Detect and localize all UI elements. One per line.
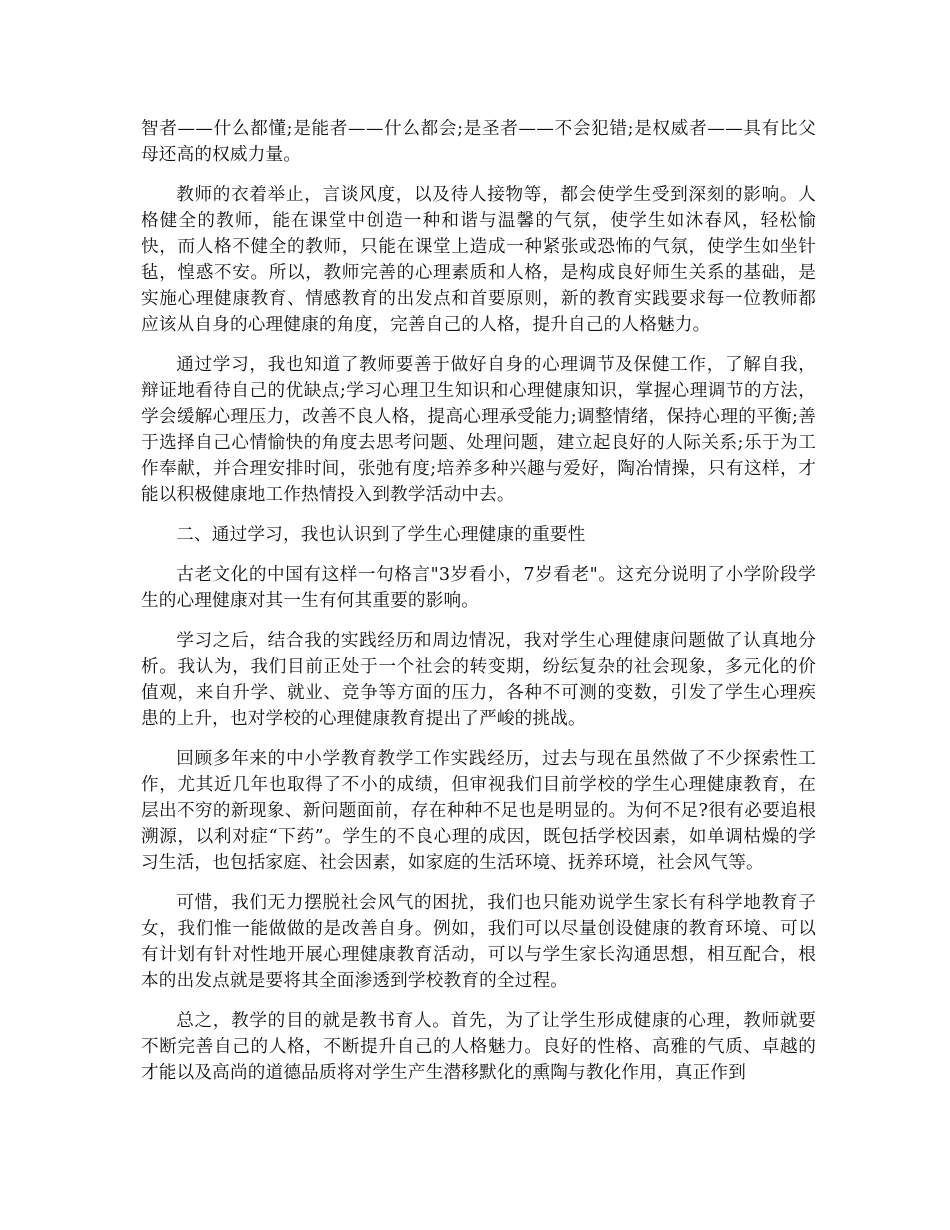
paragraph-continuation: 智者——什么都懂;是能者——什么都会;是圣者——不会犯错;是权威者——具有比父母还高的权威力量。 bbox=[141, 119, 816, 165]
paragraph: 可惜，我们无力摆脱社会风气的困扰，我们也只能劝说学生家长有科学地教育子女，我们惟一能做做的是改善自身。例如，我们可以尽量创设健康的教育环境、可以有计划有针对性地开展心理健康教育活动，可以与学生家长沟通思想，相互配合，根本的出发点就是要将其全面渗透到学校教育的全过程。 bbox=[141, 893, 816, 991]
paragraph: 学习之后，结合我的实践经历和周边情况，我对学生心理健康问题做了认真地分析。我认为，我们目前正处于一个社会的转变期，纷纭复杂的社会现象，多元化的价值观，来自升学、就业、竞争等方面的压力，各种不可测的变数，引发了学生心理疾患的上升，也对学校的心理健康教育提出了严峻的挑战。 bbox=[141, 631, 816, 729]
paragraph: 总之，教学的目的就是教书育人。首先，为了让学生形成健康的心理，教师就要不断完善自己的人格，不断提升自己的人格魅力。良好的性格、高雅的气质、卓越的才能以及高尚的道德品质将对学生产生潜移默化的熏陶与教化作用，真正作到 bbox=[141, 1011, 816, 1083]
paragraph: 古老文化的中国有这样一句格言"3岁看小，7岁看老"。这充分说明了小学阶段学生的心理健康对其一生有何其重要的影响。 bbox=[141, 565, 816, 611]
paragraph: 通过学习，我也知道了教师要善于做好自身的心理调节及保健工作，了解自我，辩证地看待自己的优缺点;学习心理卫生知识和心理健康知识，掌握心理调节的方法，学会缓解心理压力，改善不良人格，提高心理承受能力;调整情绪，保持心理的平衡;善于选择自己心情愉快的角度去思考问题、处理问题，建立起良好的人际关系;乐于为工作奉献，并合理安排时间，张弛有度;培养多种兴趣与爱好，陶冶情操，只有这样，才能以积极健康地工作热情投入到教学活动中去。 bbox=[141, 355, 816, 505]
section-heading: 二、通过学习，我也认识到了学生心理健康的重要性 bbox=[176, 525, 586, 545]
document-body bbox=[141, 116, 816, 1100]
paragraph: 回顾多年来的中小学教育教学工作实践经历，过去与现在虽然做了不少探索性工作，尤其近几年也取得了不小的成绩，但审视我们目前学校的学生心理健康教育，在层出不穷的新现象、新问题面前，存在种种不足也是明显的。为何不足?很有必要追根溯源，以利对症“下药”。学生的不良心理的成因，既包括学校因素，如单调枯燥的学习生活，也包括家庭、社会因素，如家庭的生活环境、抚养环境，社会风气等。 bbox=[141, 749, 816, 873]
paragraph: 教师的衣着举止，言谈风度，以及待人接物等，都会使学生受到深刻的影响。人格健全的教师，能在课堂中创造一种和谐与温馨的气氛，使学生如沐春风，轻松愉快，而人格不健全的教师，只能在课堂上造成一种紧张或恐怖的气氛，使学生如坐针毡，惶惑不安。所以，教师完善的心理素质和人格，是构成良好师生关系的基础，是实施心理健康教育、情感教育的出发点和首要原则，新的教育实践要求每一位教师都应该从自身的心理健康的角度，完善自己的人格，提升自己的人格魅力。 bbox=[141, 185, 816, 335]
